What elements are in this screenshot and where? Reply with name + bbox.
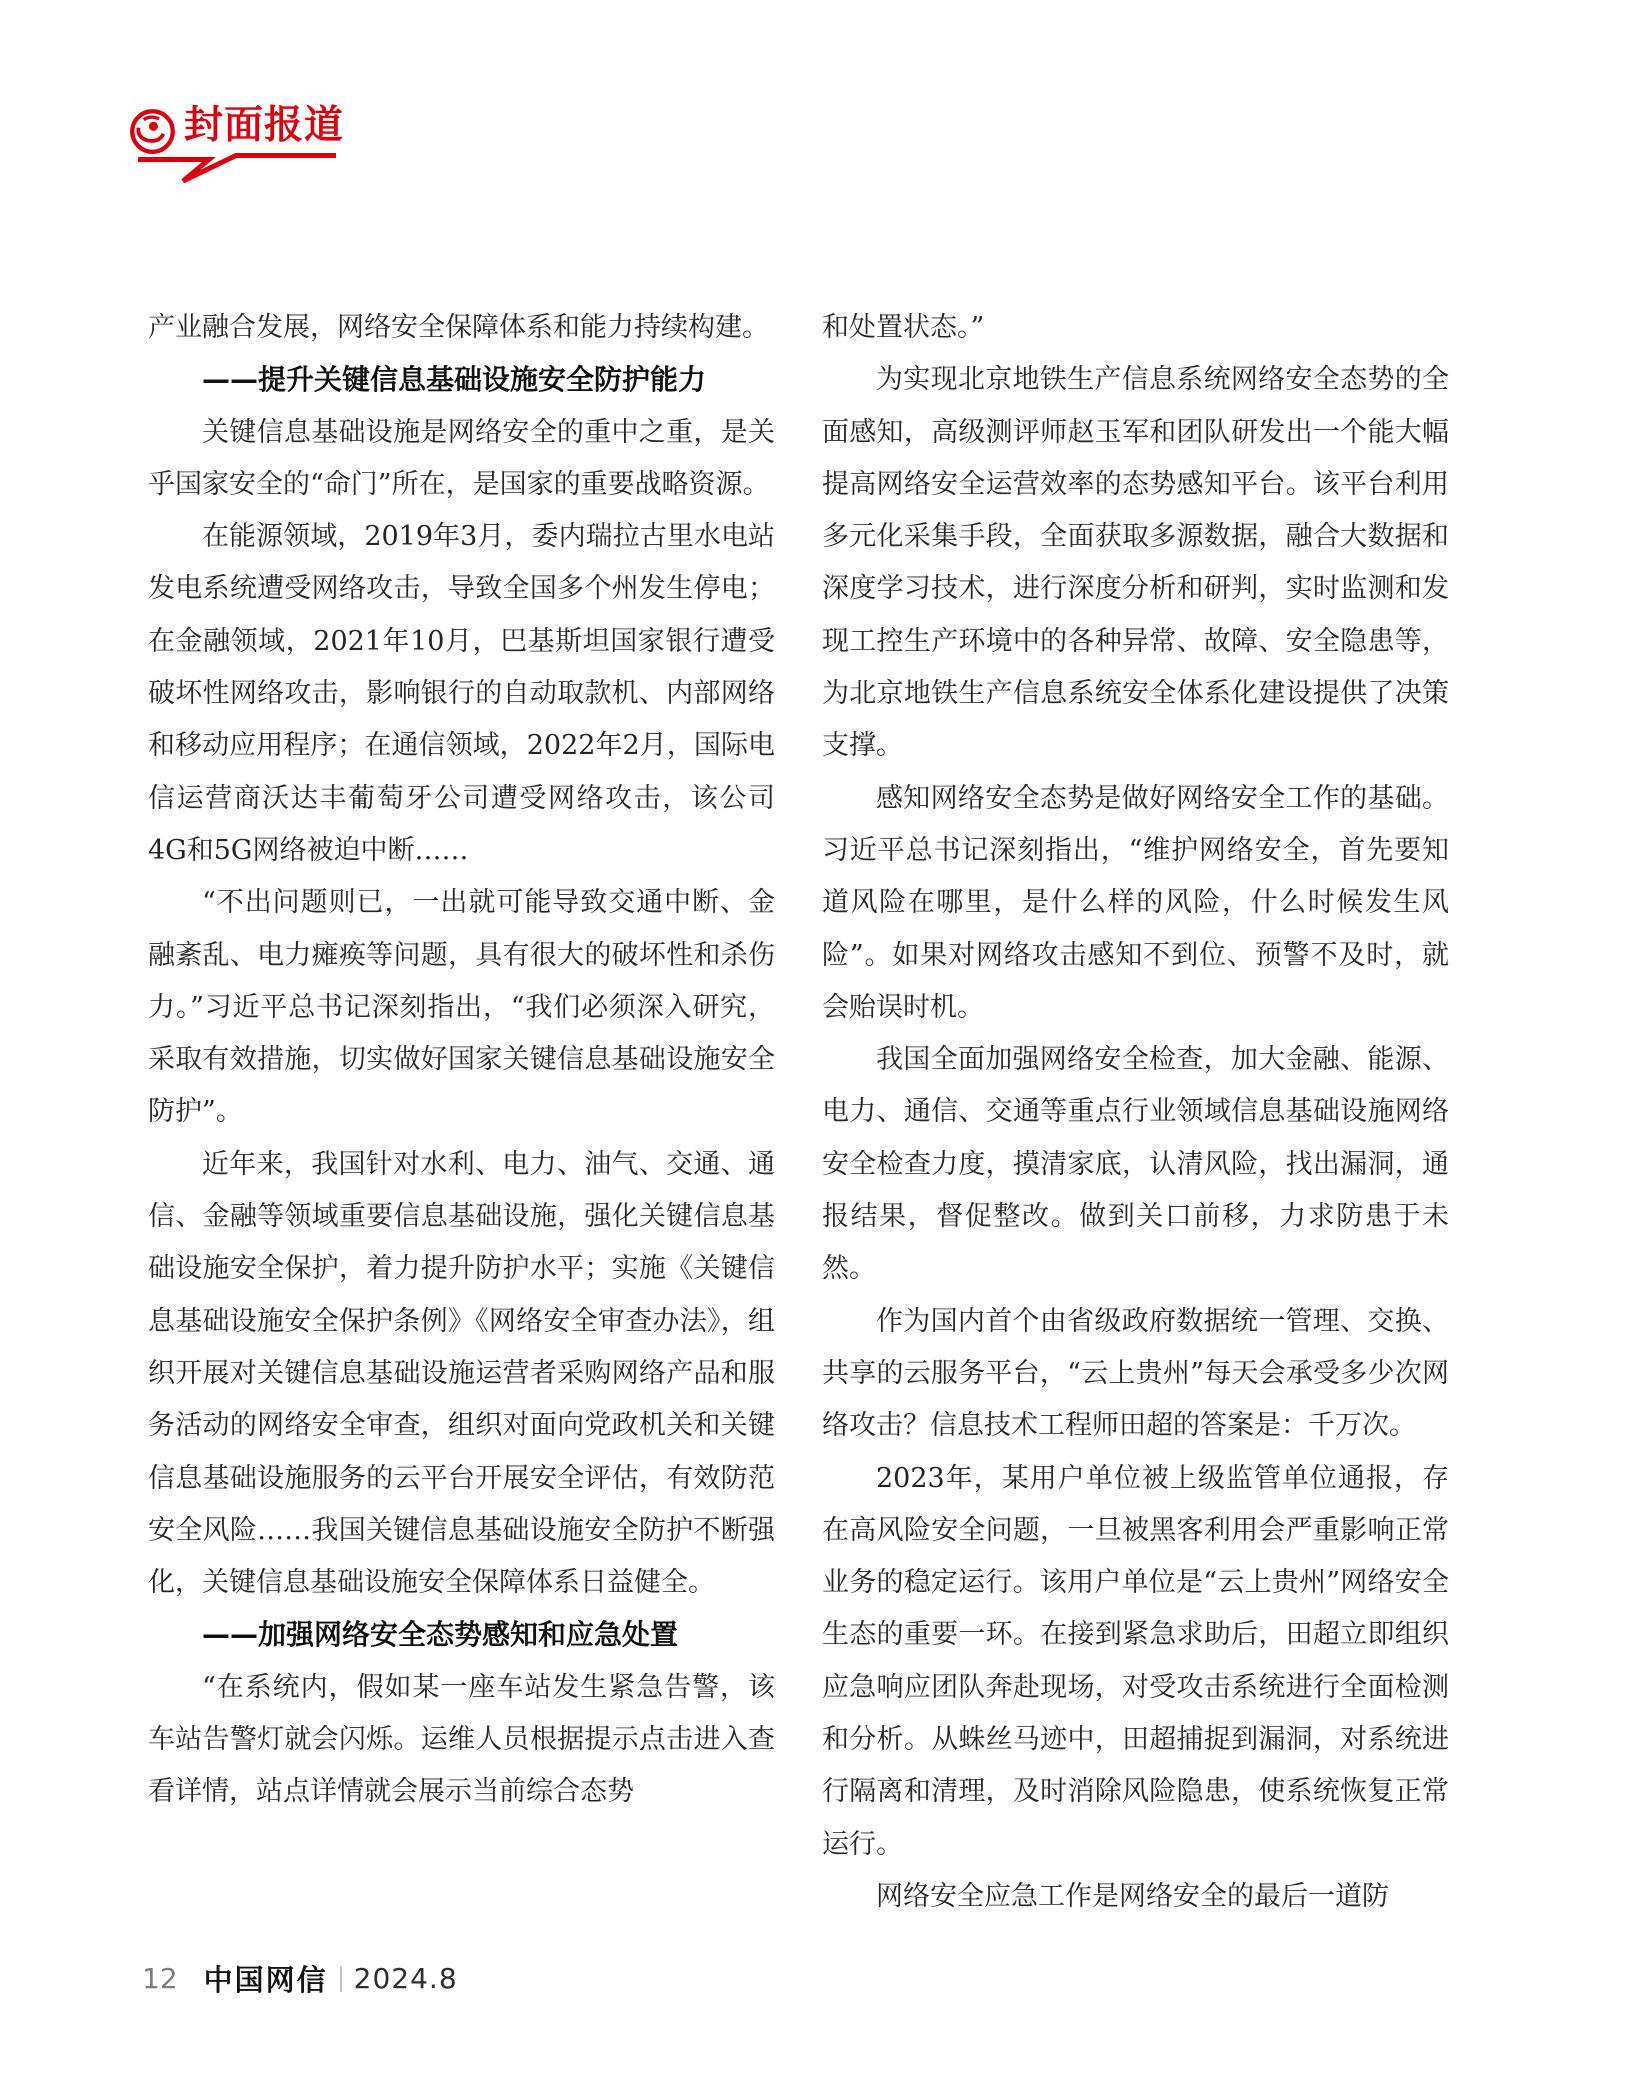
paragraph: 作为国内首个由省级政府数据统一管理、交换、共享的云服务平台，“云上贵州”每天会承受多少次网络攻击？信息技术工程师田超的答案是：千万次。 <box>822 1305 1449 1442</box>
paragraph: 2023年，某用户单位被上级监管单位通报，存在高风险安全问题，一旦被黑客利用会严重影响正常业务的稳定运行。该用户单位是“云上贵州”网络安全生态的重要一环。在接到紧急求助后，田超立即组织应急响应团队奔赴现场，对受攻击系统进行全面检测和分析。从蛛丝马迹中，田超捕捉到漏洞，对系统进行隔离和清理，及时消除风险隐患，使系统恢复正常运行。 <box>822 1462 1449 1860</box>
paragraph: “不出问题则已，一出就可能导致交通中断、金融紊乱、电力瘫痪等问题，具有很大的破坏性和杀伤力。”习近平总书记深刻指出，“我们必须深入研究，采取有效措施，切实做好国家关键信息基础设施安全防护”。 <box>148 887 775 1128</box>
footer-divider-icon <box>340 1966 342 1992</box>
paragraph: 网络安全应急工作是网络安全的最后一道防 <box>876 1880 1389 1912</box>
page-footer <box>142 1958 458 1999</box>
paragraph: 我国全面加强网络安全检查，加大金融、能源、电力、通信、交通等重点行业领域信息基础设施网络安全检查力度，摸清家底，认清风险，找出漏洞，通报结果，督促整改。做到关口前移，力求防患于未然。 <box>822 1044 1449 1285</box>
section-title: 封面报道 <box>184 103 345 148</box>
paragraph: 关键信息基础设施是网络安全的重中之重，是关乎国家安全的“命门”所在，是国家的重要战略资源。 <box>148 416 775 500</box>
paragraph: 感知网络安全态势是做好网络安全工作的基础。习近平总书记深刻指出，“维护网络安全，首先要知道风险在哪里，是什么样的风险，什么时候发生风险”。如果对网络攻击感知不到位、预警不及时，就会贻误时机。 <box>822 782 1449 1023</box>
paragraph: 为实现北京地铁生产信息系统网络安全态势的全面感知，高级测评师赵玉军和团队研发出一个能大幅提高网络安全运营效率的态势感知平台。该平台利用多元化采集手段，全面获取多源数据，融合大数据和深度学习技术，进行深度分析和研判，实时监测和发现工控生产环境中的各种异常、故障、安全隐患等，为北京地铁生产信息系统安全体系化建设提供了决策支撑。 <box>822 364 1449 762</box>
issue-date: 2024.8 <box>353 1962 458 1995</box>
left-column <box>148 302 775 1819</box>
page-number: 12 <box>142 1962 178 1995</box>
paragraph: 近年来，我国针对水利、电力、油气、交通、通信、金融等领域重要信息基础设施，强化关键信息基础设施安全保护，着力提升防护水平；实施《关键信息基础设施安全保护条例》《网络安全审查办法》，组织开展对关键信息基础设施运营者采购网络产品和服务活动的网络安全审查，组织对面向党政机关和关键信息基础设施服务的云平台开展安全评估，有效防范安全风险……我国关键信息基础设施安全防护不断强化，关键信息基础设施安全保障体系日益健全。 <box>148 1148 775 1599</box>
paragraph: 和处置状态。” <box>822 312 985 343</box>
paragraph: 产业融合发展，网络安全保障体系和能力持续构建。 <box>148 312 769 343</box>
magazine-name: 中国网信 <box>203 1963 328 1997</box>
speech-bubble-underline-icon <box>128 148 340 190</box>
right-column <box>822 302 1449 1923</box>
paragraph: “在系统内，假如某一座车站发生紧急告警，该车站告警灯就会闪烁。运维人员根据提示点击进入查看详情，站点详情就会展示当前综合态势 <box>148 1671 775 1808</box>
paragraph: ——加强网络安全态势感知和应急处置 <box>202 1618 679 1652</box>
paragraph: 在能源领域，2019年3月，委内瑞拉古里水电站发电系统遭受网络攻击，导致全国多个州发生停电；在金融领域，2021年10月，巴基斯坦国家银行遭受破坏性网络攻击，影响银行的自动取款机、内部网络和移动应用程序；在通信领域，2022年2月，国际电信运营商沃达丰葡萄牙公司遭受网络攻击，该公司4G和5G网络被迫中断…… <box>148 521 775 866</box>
paragraph: ——提升关键信息基础设施安全防护能力 <box>202 363 707 397</box>
